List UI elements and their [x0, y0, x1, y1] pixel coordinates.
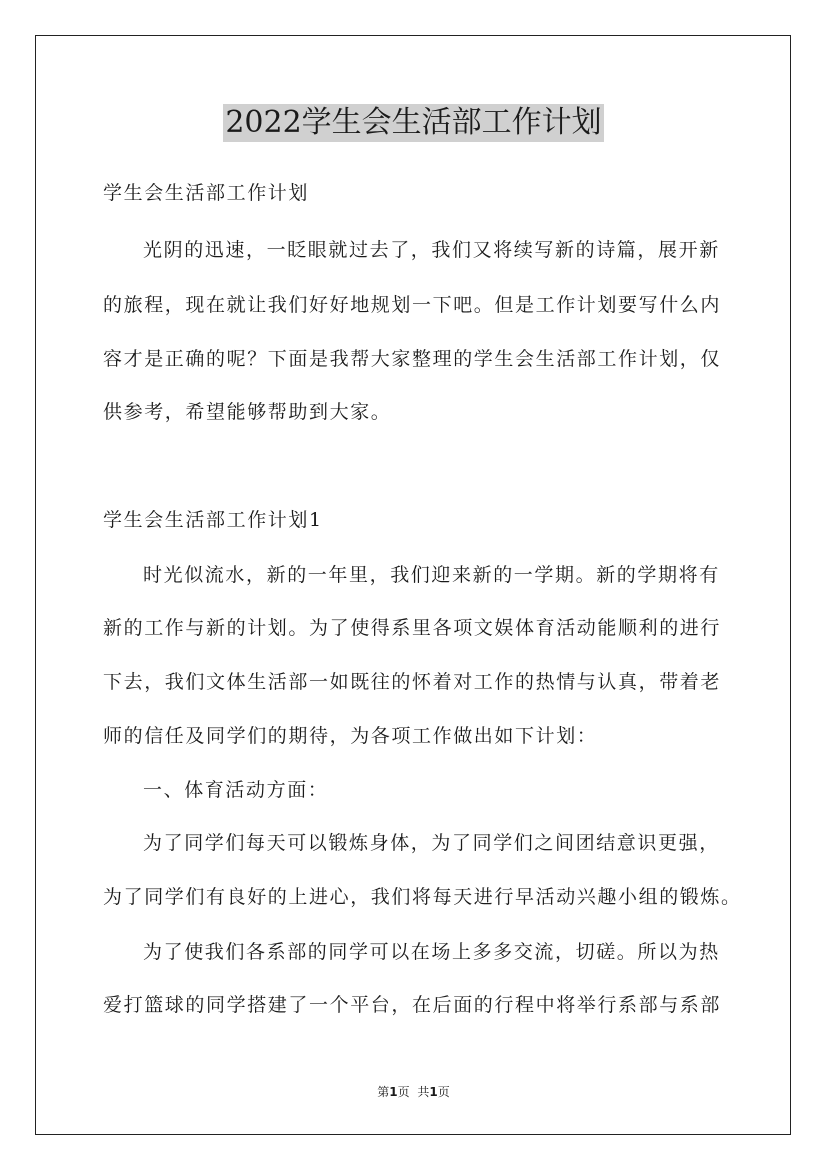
page-prefix: 第 [377, 1085, 390, 1099]
page-unit: 页 [397, 1085, 410, 1099]
total-prefix: 共 [417, 1085, 430, 1099]
heading-plan-1: 学生会生活部工作计划1 [103, 509, 323, 531]
page-current: 1 [389, 1085, 398, 1099]
heading-main: 学生会生活部工作计划 [103, 182, 310, 204]
section1-line-4: 师的信任及同学们的期待，为各项工作做出如下计划： [103, 725, 598, 747]
intro-line-4: 供参考，希望能够帮助到大家。 [103, 401, 392, 423]
para2-line-2: 为了同学们有良好的上进心，我们将每天进行早活动兴趣小组的锻炼。 [103, 886, 742, 908]
intro-line-2: 的旅程，现在就让我们好好地规划一下吧。但是工作计划要写什么内 [103, 294, 722, 316]
page-footer [0, 1084, 827, 1100]
para2-line-1: 为了同学们每天可以锻炼身体，为了同学们之间团结意识更强， [143, 832, 720, 854]
para3-line-1: 为了使我们各系部的同学可以在场上多多交流，切磋。所以为热 [143, 941, 720, 963]
page-total: 1 [429, 1085, 438, 1099]
section1-line-1: 时光似流水，新的一年里，我们迎来新的一学期。新的学期将有 [143, 564, 720, 586]
total-unit: 页 [437, 1085, 450, 1099]
intro-line-3: 容才是正确的呢？下面是我帮大家整理的学生会生活部工作计划，仅 [103, 348, 722, 370]
section1-line-2: 新的工作与新的计划。为了使得系里各项文娱体育活动能顺利的进行 [103, 617, 722, 639]
subheading-sports: 一、体育活动方面： [143, 779, 329, 801]
section1-line-3: 下去，我们文体生活部一如既往的怀着对工作的热情与认真，带着老 [103, 671, 722, 693]
document-title: 2022学生会生活部工作计划 [225, 105, 602, 140]
para3-line-2: 爱打篮球的同学搭建了一个平台，在后面的行程中将举行系部与系部 [103, 994, 722, 1016]
intro-line-1: 光阴的迅速，一眨眼就过去了，我们又将续写新的诗篇，展开新 [143, 239, 720, 261]
title-wrapper [0, 104, 827, 142]
